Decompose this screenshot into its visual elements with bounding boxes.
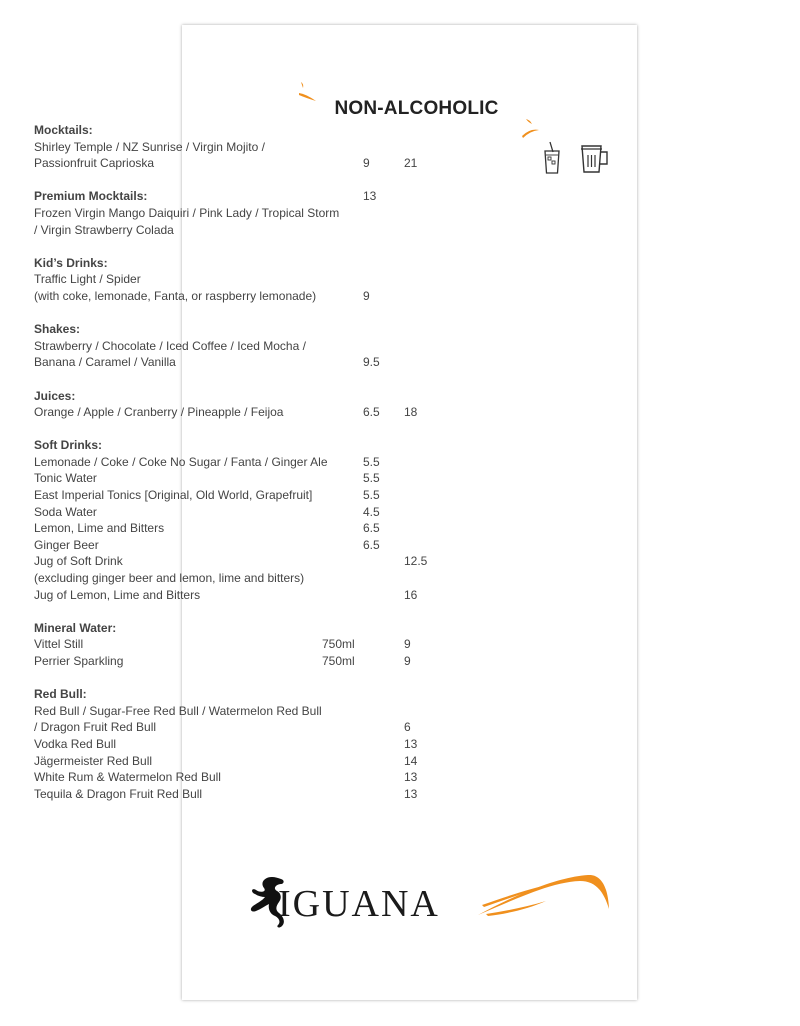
jug-price: 13 — [404, 786, 418, 801]
item-name: Orange / Apple / Cranberry / Pineapple / Feijoa — [34, 405, 284, 420]
item-volume: 750ml — [322, 654, 355, 668]
jug-price: 18 — [404, 405, 418, 420]
section-heading-label: Kid’s Drinks: — [34, 255, 108, 270]
menu-item — [34, 786, 444, 803]
jug-price: 6 — [404, 720, 411, 735]
section-heading — [34, 437, 444, 454]
item-name: Tonic Water — [34, 471, 97, 486]
item-name: (with coke, lemonade, Fanta, or raspberry lemonade) — [34, 288, 317, 303]
glass-price: 6.5 — [363, 537, 380, 552]
glass-price: 9.5 — [363, 355, 380, 370]
glass-price: 5.5 — [363, 488, 380, 503]
section-heading-label: Mineral Water: — [34, 620, 117, 635]
menu-item — [34, 736, 444, 753]
jug-price: 21 — [404, 156, 418, 171]
menu-item — [34, 288, 444, 305]
item-name: Vittel Still — [34, 637, 84, 652]
menu-item — [34, 753, 444, 770]
item-name: East Imperial Tonics [Original, Old World, Grapefruit] — [34, 488, 313, 503]
menu-item — [34, 470, 444, 487]
menu-item — [34, 271, 444, 288]
item-name: (excluding ginger beer and lemon, lime and bitters) — [34, 571, 305, 586]
menu-item — [34, 653, 444, 670]
orange-swoosh-icon — [476, 867, 610, 924]
section-heading-label: Premium Mocktails: — [34, 189, 148, 204]
orange-splash-icon — [297, 80, 319, 104]
menu-item — [34, 504, 444, 521]
glass-price: 4.5 — [363, 504, 380, 519]
menu-item — [34, 719, 444, 736]
section-heading — [34, 620, 444, 637]
item-name: Jug of Soft Drink — [34, 554, 123, 569]
menu-item — [34, 404, 444, 421]
glass-price: 13 — [363, 189, 377, 204]
brand-logo — [248, 867, 610, 929]
item-name: Passionfruit Caprioska — [34, 156, 155, 171]
menu-section — [34, 437, 444, 603]
glass-price: 6.5 — [363, 405, 380, 420]
jug-price: 9 — [404, 637, 411, 652]
menu-item — [34, 520, 444, 537]
brand-name: IGUANA — [278, 883, 440, 925]
section-heading-label: Mocktails: — [34, 123, 93, 137]
menu-section — [34, 321, 444, 371]
menu-item — [34, 636, 444, 653]
menu-item — [34, 354, 444, 371]
glass-price: 9 — [363, 156, 370, 171]
menu-section — [34, 188, 444, 238]
page-title: NON-ALCOHOLIC — [334, 98, 499, 119]
glass-price: 5.5 — [363, 471, 380, 486]
menu-item — [34, 155, 444, 172]
orange-splash-icon — [520, 116, 542, 140]
section-heading-label: Shakes: — [34, 322, 81, 337]
item-name: / Dragon Fruit Red Bull — [34, 720, 157, 735]
menu-item — [34, 338, 444, 355]
glass-price: 9 — [363, 288, 370, 303]
jug-price: 16 — [404, 587, 418, 602]
item-name: Jägermeister Red Bull — [34, 753, 153, 768]
menu-item — [34, 222, 444, 239]
section-heading-label: Red Bull: — [34, 687, 87, 702]
item-name: Red Bull / Sugar-Free Red Bull / Watermelon Red Bull — [34, 703, 322, 718]
item-name: Shirley Temple / NZ Sunrise / Virgin Mojito / — [34, 139, 265, 154]
menu-item — [34, 703, 444, 720]
jug-price: 13 — [404, 770, 418, 785]
item-name: Vodka Red Bull — [34, 736, 117, 751]
glass-price: 5.5 — [363, 454, 380, 469]
item-name: Jug of Lemon, Lime and Bitters — [34, 587, 201, 602]
item-name: Lemonade / Coke / Coke No Sugar / Fanta / Ginger Ale — [34, 454, 328, 469]
menu-section — [34, 686, 444, 802]
menu-item — [34, 553, 444, 570]
menu-item — [34, 454, 444, 471]
menu-item — [34, 537, 444, 554]
section-heading — [34, 188, 444, 205]
item-name: / Virgin Strawberry Colada — [34, 222, 174, 237]
item-name: Tequila & Dragon Fruit Red Bull — [34, 786, 203, 801]
item-name: Lemon, Lime and Bitters — [34, 521, 165, 536]
glass-icon — [542, 141, 562, 175]
section-heading — [34, 388, 444, 405]
jug-icon — [580, 144, 610, 174]
menu-item — [34, 139, 444, 156]
item-name: Ginger Beer — [34, 537, 99, 552]
item-name: Frozen Virgin Mango Daiquiri / Pink Lady / Tropical Storm — [34, 205, 340, 220]
item-name: Perrier Sparkling — [34, 654, 124, 668]
item-name: Soda Water — [34, 504, 97, 519]
section-heading — [34, 255, 444, 272]
item-name: Banana / Caramel / Vanilla — [34, 355, 176, 370]
glass-price: 6.5 — [363, 521, 380, 536]
jug-price: 13 — [404, 736, 418, 751]
menu-section — [34, 620, 444, 670]
menu-item — [34, 487, 444, 504]
menu-item — [34, 570, 444, 587]
item-volume: 750ml — [322, 637, 355, 652]
jug-price: 12.5 — [404, 554, 428, 569]
menu-sections — [34, 122, 444, 819]
section-heading-label: Soft Drinks: — [34, 438, 103, 453]
item-name: Strawberry / Chocolate / Iced Coffee / Iced Mocha / — [34, 338, 306, 353]
section-heading — [34, 686, 444, 703]
item-name: White Rum & Watermelon Red Bull — [34, 770, 221, 785]
menu-item — [34, 205, 444, 222]
menu-section — [34, 255, 444, 305]
jug-price: 9 — [404, 654, 411, 668]
menu-item — [34, 769, 444, 786]
jug-price: 14 — [404, 753, 418, 768]
section-heading — [34, 122, 444, 139]
menu-section — [34, 388, 444, 421]
section-heading — [34, 321, 444, 338]
item-name: Traffic Light / Spider — [34, 272, 141, 287]
menu-item — [34, 587, 444, 604]
section-heading-label: Juices: — [34, 388, 76, 403]
menu-section — [34, 122, 444, 172]
